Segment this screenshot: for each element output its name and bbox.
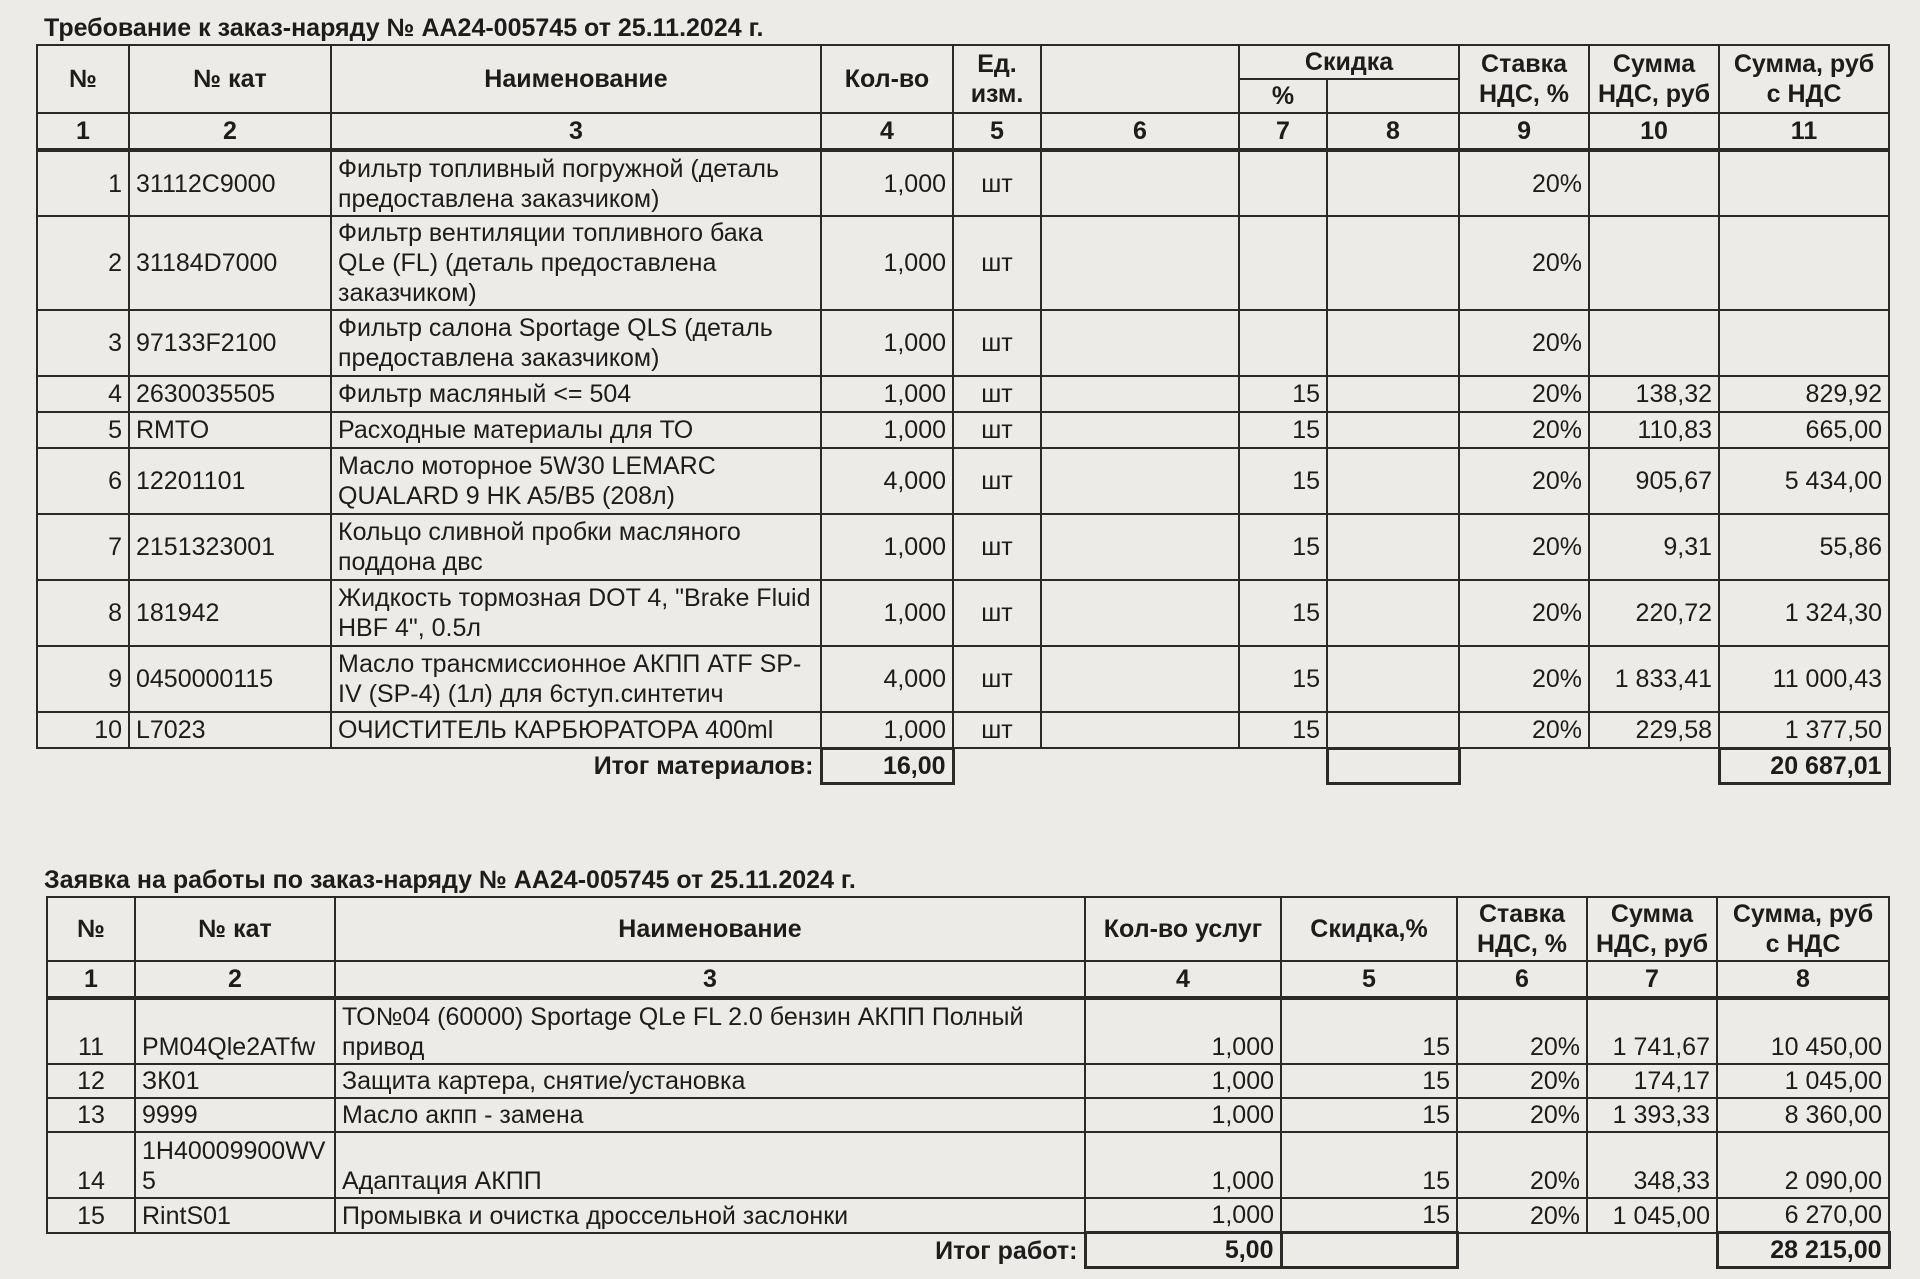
row-vat-rate: 20% [1459,376,1589,412]
row-vat-rate: 20% [1459,150,1589,216]
works-title: Заявка на работы по заказ-наряду № АА24-005745 от 25.11.2024 г. [44,866,856,894]
row-cat: 31184D7000 [129,216,331,310]
row-vat-rate: 20% [1459,580,1589,646]
table-row [47,998,1889,1064]
works-header-vat-sum: Сумма НДС, руб [1587,897,1717,961]
row-vat-sum: 1 741,67 [1587,998,1717,1064]
row-no: 7 [37,514,129,580]
row-name: Кольцо сливной пробки масляного поддона двс [331,514,821,580]
table-row [37,150,1889,216]
col-number: 4 [821,113,953,150]
header-sum-vat: Сумма, руб с НДС [1719,45,1889,113]
row-qty: 1,000 [1085,998,1281,1064]
row-vat-rate: 20% [1459,712,1589,748]
row-discount-sum [1327,150,1459,216]
row-vat-sum: 905,67 [1589,448,1719,514]
row-name: Фильтр масляный <= 504 [331,376,821,412]
row-unit: шт [953,310,1041,376]
row-name: ОЧИСТИТЕЛЬ КАРБЮРАТОРА 400ml [331,712,821,748]
row-qty: 1,000 [1085,1064,1281,1098]
table-row [37,376,1889,412]
row-vat-rate: 20% [1459,514,1589,580]
row-no: 9 [37,646,129,712]
row-vat-rate: 20% [1459,646,1589,712]
row-total: 1 324,30 [1719,580,1889,646]
row-name: Промывка и очистка дроссельной заслонки [335,1198,1085,1233]
row-col6 [1041,712,1239,748]
row-vat-sum: 1 393,33 [1587,1098,1717,1132]
table-row [37,310,1889,376]
works-header-sum-vat: Сумма, руб с НДС [1717,897,1889,961]
row-qty: 1,000 [821,514,953,580]
works-header-qty: Кол-во услуг [1085,897,1281,961]
row-vat-rate: 20% [1457,1198,1587,1233]
row-no: 4 [37,376,129,412]
col-number: 8 [1717,961,1889,998]
works-total-discount [1281,1233,1457,1268]
row-discount-sum [1327,580,1459,646]
row-qty: 1,000 [1085,1098,1281,1132]
table-row [47,1064,1889,1098]
col-number: 1 [37,113,129,150]
row-col6 [1041,310,1239,376]
row-discount: 15 [1281,1098,1457,1132]
works-header-vat-rate: Ставка НДС, % [1457,897,1587,961]
col-number: 4 [1085,961,1281,998]
materials-total-label: Итог материалов: [593,752,814,780]
row-vat-sum: 110,83 [1589,412,1719,448]
row-unit: шт [953,412,1041,448]
row-name: Жидкость тормозная DOT 4, "Brake Fluid HBF 4", 0.5л [331,580,821,646]
header-vat-sum: Сумма НДС, руб [1589,45,1719,113]
row-no: 10 [37,712,129,748]
row-col6 [1041,448,1239,514]
row-discount: 15 [1281,1064,1457,1098]
row-total: 11 000,43 [1719,646,1889,712]
row-name: ТО№04 (60000) Sportage QLe FL 2.0 бензин АКПП Полный привод [335,998,1085,1064]
row-cat: 31112C9000 [129,150,331,216]
row-vat-sum [1589,150,1719,216]
works-table [46,896,1891,1269]
materials-total-sum: 20 687,01 [1719,748,1889,783]
row-col6 [1041,514,1239,580]
row-discount-pct: 15 [1239,448,1327,514]
row-discount-sum [1327,310,1459,376]
row-total: 1 377,50 [1719,712,1889,748]
row-no: 2 [37,216,129,310]
col-number: 5 [1281,961,1457,998]
row-name: Фильтр салона Sportage QLS (деталь предоставлена заказчиком) [331,310,821,376]
table-row [37,448,1889,514]
row-vat-sum: 1 833,41 [1589,646,1719,712]
row-col6 [1041,216,1239,310]
row-discount-sum [1327,514,1459,580]
row-discount-sum [1327,216,1459,310]
table-row [37,412,1889,448]
row-no: 13 [47,1098,135,1132]
row-no: 11 [47,998,135,1064]
works-col-numbers [47,961,1889,998]
row-cat: L7023 [129,712,331,748]
col-number: 3 [331,113,821,150]
col-number: 2 [129,113,331,150]
row-col6 [1041,580,1239,646]
row-total: 55,86 [1719,514,1889,580]
header-discount-sum [1327,79,1459,113]
row-vat-rate: 20% [1457,998,1587,1064]
row-unit: шт [953,376,1041,412]
row-col6 [1041,150,1239,216]
row-name: Масло трансмиссионное АКПП ATF SP-IV (SP-4) (1л) для 6ступ.синтетич [331,646,821,712]
header-discount: Скидка [1239,45,1459,79]
row-discount: 15 [1281,1132,1457,1198]
row-total: 10 450,00 [1717,998,1889,1064]
col-number: 6 [1041,113,1239,150]
row-vat-rate: 20% [1457,1098,1587,1132]
row-qty: 1,000 [821,310,953,376]
row-name: Адаптация АКПП [335,1132,1085,1198]
header-vat-rate: Ставка НДС, % [1459,45,1589,113]
row-discount-sum [1327,646,1459,712]
table-row [37,580,1889,646]
row-unit: шт [953,646,1041,712]
row-vat-rate: 20% [1459,310,1589,376]
header-discount-pct: % [1239,79,1327,113]
col-number: 7 [1239,113,1327,150]
row-cat: RMTO [129,412,331,448]
row-cat: PM04Qle2ATfw [135,998,335,1064]
row-qty: 4,000 [821,646,953,712]
row-discount-pct: 15 [1239,712,1327,748]
row-discount-sum [1327,712,1459,748]
row-unit: шт [953,580,1041,646]
row-qty: 1,000 [1085,1198,1281,1233]
works-header-no: № [47,897,135,961]
row-total [1719,150,1889,216]
row-cat: 12201101 [129,448,331,514]
row-vat-rate: 20% [1457,1132,1587,1198]
row-vat-rate: 20% [1457,1064,1587,1098]
row-discount-pct [1239,150,1327,216]
table-row [37,712,1889,748]
row-discount-sum [1327,376,1459,412]
row-discount-pct: 15 [1239,376,1327,412]
row-discount-pct: 15 [1239,514,1327,580]
table-row [37,646,1889,712]
row-cat: 97133F2100 [129,310,331,376]
row-discount-pct [1239,310,1327,376]
row-discount-pct: 15 [1239,412,1327,448]
row-col6 [1041,412,1239,448]
row-discount-pct [1239,216,1327,310]
row-qty: 1,000 [1085,1132,1281,1198]
row-vat-sum: 229,58 [1589,712,1719,748]
table-row [47,1198,1889,1233]
row-unit: шт [953,712,1041,748]
row-cat: 9999 [135,1098,335,1132]
header-qty: Кол-во [821,45,953,113]
row-qty: 4,000 [821,448,953,514]
table-row [47,1132,1889,1198]
row-cat: 2151323001 [129,514,331,580]
col-number: 9 [1459,113,1589,150]
col-number: 5 [953,113,1041,150]
row-discount-pct: 15 [1239,580,1327,646]
row-vat-sum: 220,72 [1589,580,1719,646]
row-name: Защита картера, снятие/установка [335,1064,1085,1098]
works-total-sum: 28 215,00 [1717,1233,1889,1268]
materials-table [36,44,1891,785]
works-header-name: Наименование [335,897,1085,961]
col-number: 2 [135,961,335,998]
row-qty: 1,000 [821,580,953,646]
header-unit: Ед. изм. [953,45,1041,113]
row-vat-sum [1589,310,1719,376]
works-total-qty: 5,00 [1085,1233,1281,1268]
row-unit: шт [953,448,1041,514]
row-no: 5 [37,412,129,448]
row-unit: шт [953,514,1041,580]
row-qty: 1,000 [821,412,953,448]
row-discount-sum [1327,448,1459,514]
row-vat-sum: 9,31 [1589,514,1719,580]
row-vat-sum: 348,33 [1587,1132,1717,1198]
row-no: 8 [37,580,129,646]
row-vat-sum: 1 045,00 [1587,1198,1717,1233]
table-row [37,216,1889,310]
row-cat: 0450000115 [129,646,331,712]
row-no: 1 [37,150,129,216]
works-header-cat: № кат [135,897,335,961]
materials-title: Требование к заказ-наряду № АА24-005745 от 25.11.2024 г. [44,14,764,42]
row-name: Масло акпп - замена [335,1098,1085,1132]
row-no: 3 [37,310,129,376]
row-discount-pct: 15 [1239,646,1327,712]
row-qty: 1,000 [821,712,953,748]
row-vat-rate: 20% [1459,412,1589,448]
row-total: 665,00 [1719,412,1889,448]
row-cat: RintS01 [135,1198,335,1233]
row-total [1719,310,1889,376]
row-vat-sum: 174,17 [1587,1064,1717,1098]
row-total: 8 360,00 [1717,1098,1889,1132]
row-qty: 1,000 [821,150,953,216]
row-vat-sum: 138,32 [1589,376,1719,412]
works-header-discount: Скидка,% [1281,897,1457,961]
row-total: 829,92 [1719,376,1889,412]
row-no: 14 [47,1132,135,1198]
header-cat: № кат [129,45,331,113]
row-name: Расходные материалы для ТО [331,412,821,448]
materials-total-qty: 16,00 [821,748,953,783]
table-row [37,514,1889,580]
row-total: 1 045,00 [1717,1064,1889,1098]
row-discount-sum [1327,412,1459,448]
col-number: 1 [47,961,135,998]
materials-col-numbers [37,113,1889,150]
row-col6 [1041,376,1239,412]
row-vat-sum [1589,216,1719,310]
row-total: 5 434,00 [1719,448,1889,514]
row-cat: 2630035505 [129,376,331,412]
row-no: 6 [37,448,129,514]
col-number: 8 [1327,113,1459,150]
row-name: Фильтр вентиляции топливного бака QLe (FL) (деталь предоставлена заказчиком) [331,216,821,310]
row-vat-rate: 20% [1459,448,1589,514]
row-col6 [1041,646,1239,712]
row-discount: 15 [1281,998,1457,1064]
col-number: 3 [335,961,1085,998]
header-name: Наименование [331,45,821,113]
col-number: 7 [1587,961,1717,998]
row-discount: 15 [1281,1198,1457,1233]
header-no: № [37,45,129,113]
row-unit: шт [953,150,1041,216]
row-cat: 1H40009900WV5 [135,1132,335,1198]
row-name: Фильтр топливный погружной (деталь предоставлена заказчиком) [331,150,821,216]
table-row [47,1098,1889,1132]
row-cat: ЗК01 [135,1064,335,1098]
row-qty: 1,000 [821,376,953,412]
row-total: 6 270,00 [1717,1198,1889,1233]
row-qty: 1,000 [821,216,953,310]
col-number: 10 [1589,113,1719,150]
col-number: 11 [1719,113,1889,150]
row-cat: 181942 [129,580,331,646]
row-total [1719,216,1889,310]
col-number: 6 [1457,961,1587,998]
row-name: Масло моторное 5W30 LEMARC QUALARD 9 HK A5/B5 (208л) [331,448,821,514]
row-unit: шт [953,216,1041,310]
row-total: 2 090,00 [1717,1132,1889,1198]
row-no: 15 [47,1198,135,1233]
header-col6 [1041,45,1239,113]
works-total-label: Итог работ: [935,1236,1078,1265]
materials-total-discount [1327,748,1459,783]
row-no: 12 [47,1064,135,1098]
row-vat-rate: 20% [1459,216,1589,310]
